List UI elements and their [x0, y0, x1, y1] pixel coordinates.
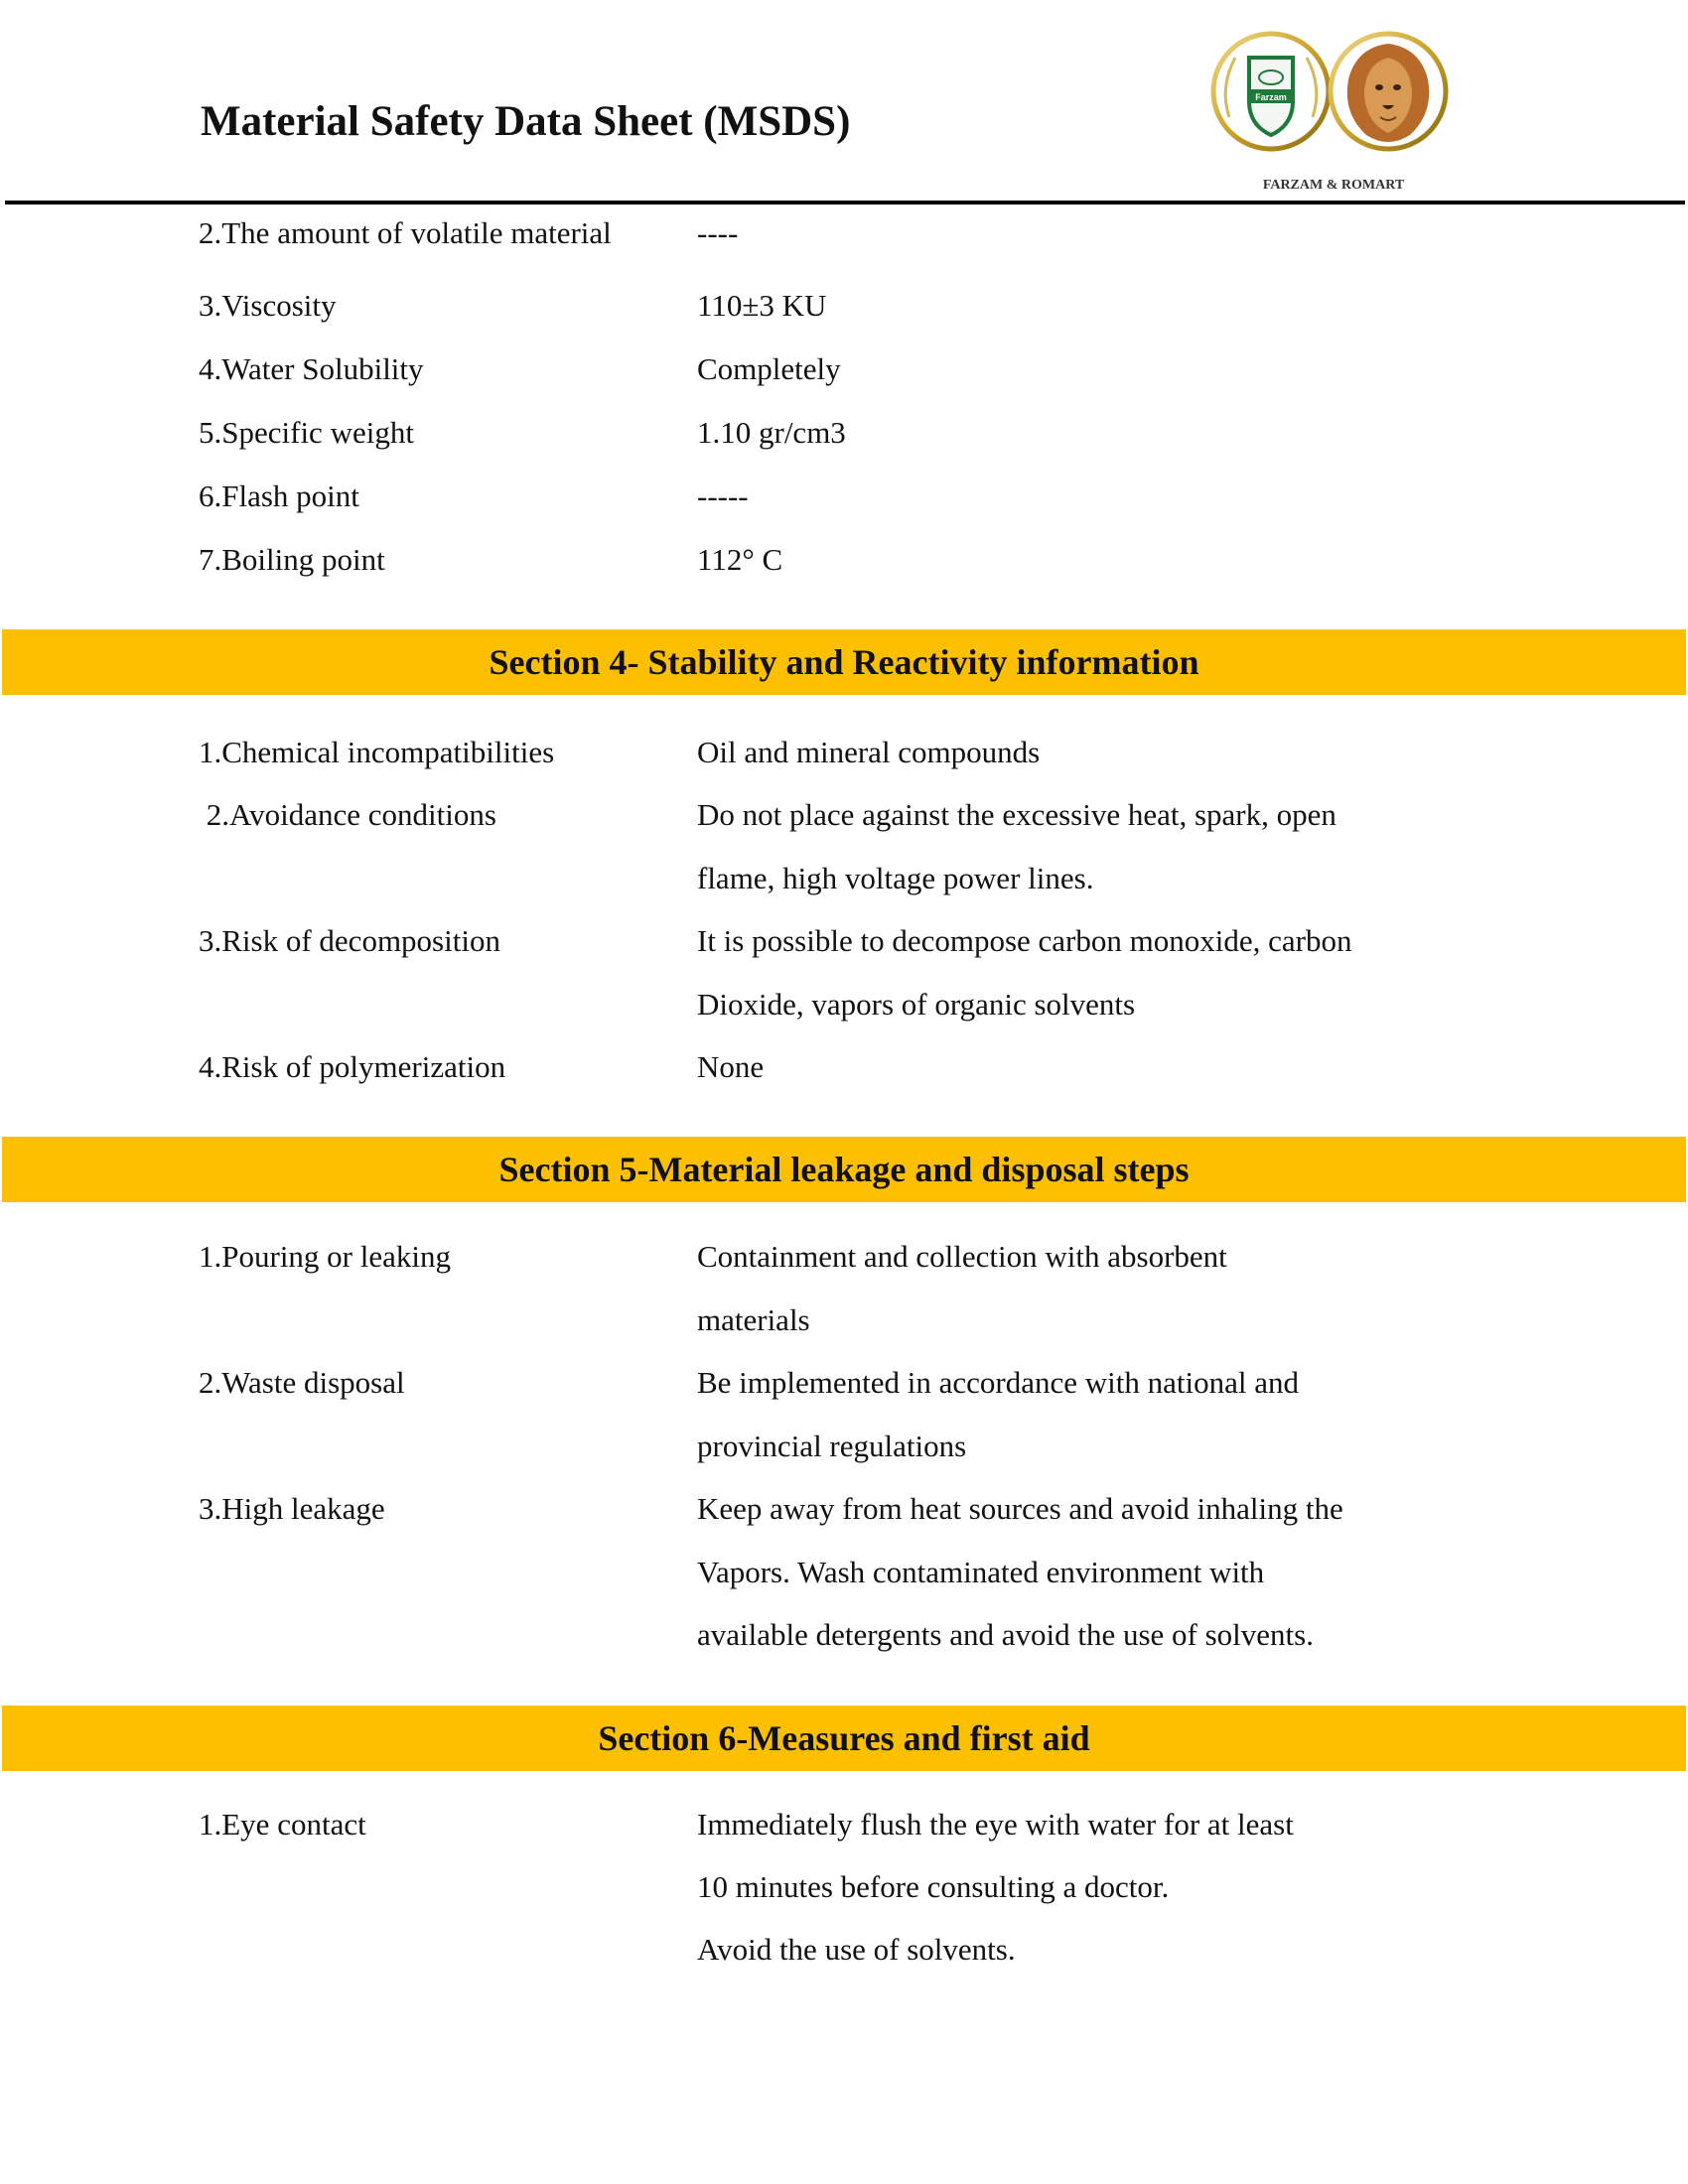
section-title: Section 5-Material leakage and disposal steps — [498, 1150, 1190, 1189]
logo-graphic — [1199, 18, 1468, 197]
property-label: 7.Boiling point — [199, 542, 385, 577]
property-value: ---- — [697, 215, 739, 250]
property-value: ----- — [697, 478, 749, 513]
item-label: 4.Risk of polymerization — [199, 1049, 506, 1084]
item-value: available detergents and avoid the use of solvents. — [697, 1617, 1314, 1652]
item-value: Immediately flush the eye with water for at least — [697, 1807, 1294, 1842]
item-label: 1.Eye contact — [199, 1807, 366, 1842]
property-label: 6.Flash point — [199, 478, 359, 513]
item-label: 1.Pouring or leaking — [199, 1239, 451, 1274]
company-logo — [1199, 18, 1468, 197]
item-value: None — [697, 1049, 765, 1084]
item-label: 2.Waste disposal — [199, 1365, 405, 1400]
item-value: Oil and mineral compounds — [697, 735, 1041, 769]
section-title: Section 4- Stability and Reactivity information — [489, 642, 1199, 682]
header-divider — [5, 201, 1685, 205]
property-label: 4.Water Solubility — [199, 351, 424, 386]
property-label: 3.Viscosity — [199, 288, 337, 323]
item-value: materials — [697, 1302, 810, 1337]
item-label: 2.Avoidance conditions — [199, 797, 496, 832]
property-label: 5.Specific weight — [199, 415, 414, 450]
property-value: Completely — [697, 351, 841, 386]
section-4-header — [2, 629, 1686, 695]
section-6-header — [2, 1706, 1686, 1771]
item-value: Be implemented in accordance with national and — [697, 1365, 1299, 1400]
property-value: 110±3 KU — [697, 288, 827, 323]
item-value: It is possible to decompose carbon monoxide, carbon — [697, 923, 1352, 958]
item-value: Keep away from heat sources and avoid inhaling the — [697, 1491, 1343, 1526]
item-label: 3.Risk of decomposition — [199, 923, 500, 958]
item-label: 1.Chemical incompatibilities — [199, 735, 555, 769]
item-value: Avoid the use of solvents. — [697, 1932, 1016, 1967]
property-label: 2.The amount of volatile material — [199, 215, 612, 250]
property-value: 112° C — [697, 542, 783, 577]
item-value: Dioxide, vapors of organic solvents — [697, 987, 1136, 1022]
property-value: 1.10 gr/cm3 — [697, 415, 846, 450]
item-value: 10 minutes before consulting a doctor. — [697, 1869, 1170, 1904]
item-value: Vapors. Wash contaminated environment with — [697, 1555, 1265, 1589]
section-5-header — [2, 1137, 1686, 1202]
section-title: Section 6-Measures and first aid — [598, 1718, 1090, 1758]
item-value: provincial regulations — [697, 1429, 967, 1463]
lion-head-icon — [1347, 44, 1429, 142]
logo-badge-text: Farzam — [1255, 92, 1287, 102]
item-value: Containment and collection with absorbent — [697, 1239, 1227, 1274]
item-value: flame, high voltage power lines. — [697, 861, 1094, 895]
item-label: 3.High leakage — [199, 1491, 385, 1526]
page-title: Material Safety Data Sheet (MSDS) — [201, 98, 851, 145]
item-value: Do not place against the excessive heat, spark, open — [697, 797, 1336, 832]
logo-caption: FARZAM & ROMART — [1262, 178, 1405, 193]
